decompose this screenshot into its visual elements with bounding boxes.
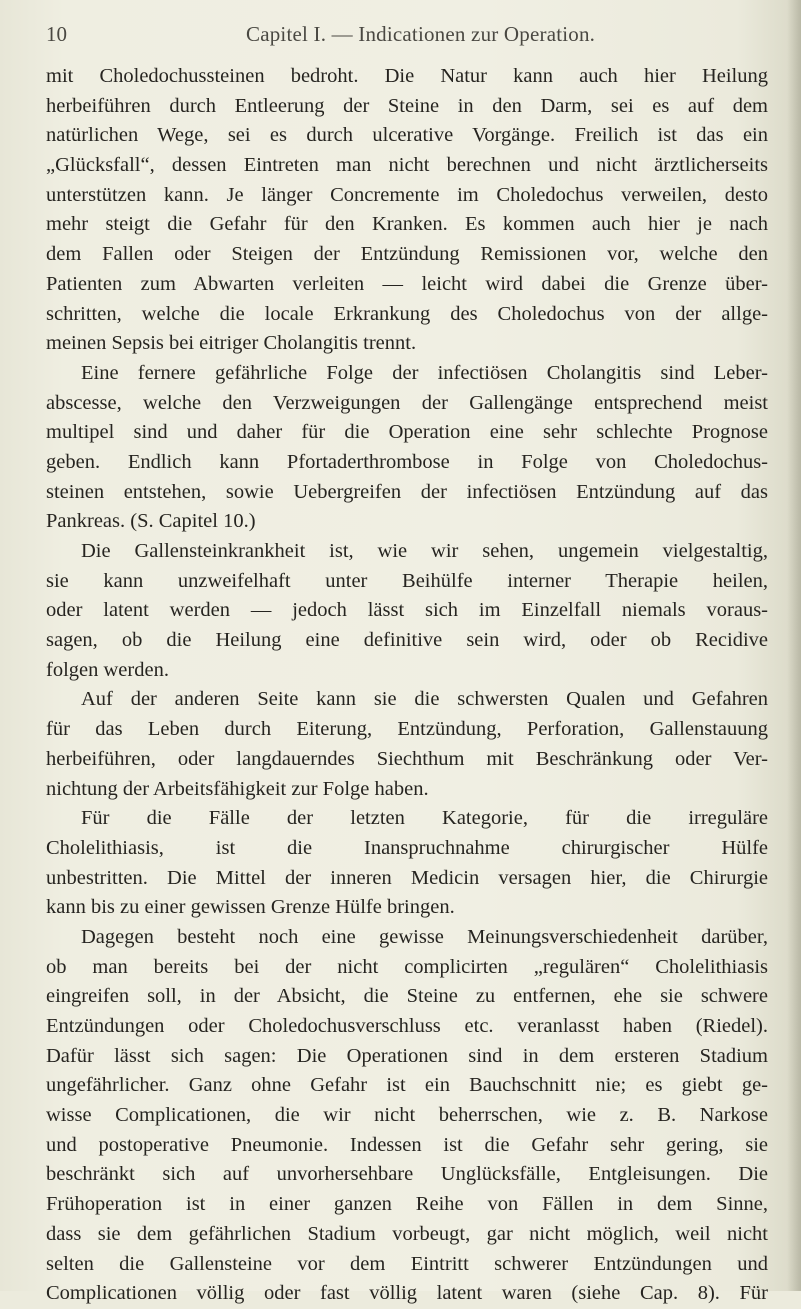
text-line: Die Gallensteinkrankheit ist, wie wir sehen, ungemein vielgestaltig, (81, 540, 768, 562)
text-line: kann bis zu einer gewissen Grenze Hülfe bringen. (46, 896, 455, 919)
text-line: meinen Sepsis bei eitriger Cholangitis trennt. (46, 332, 417, 355)
text-line: beschränkt sich auf unvorhersehbare Unglücksfälle, Entgleisungen. Die (46, 1163, 768, 1186)
text-line: Pankreas. (S. Capitel 10.) (46, 510, 256, 533)
text-line: steinen entstehen, sowie Uebergreifen der infectiösen Entzündung auf das (46, 480, 768, 503)
text-line: nichtung der Arbeitsfähigkeit zur Folge haben. (46, 777, 429, 800)
text-line: mehr steigt die Gefahr für den Kranken. Es kommen auch hier je nach (46, 213, 768, 236)
text-line: oder latent werden — jedoch lässt sich im Einzelfall niemals voraus- (46, 599, 768, 622)
text-line: ungefährlicher. Ganz ohne Gefahr ist ein Bauchschnitt nie; es giebt ge- (46, 1074, 768, 1097)
text-line: Dafür lässt sich sagen: Die Operationen sind in dem ersteren Stadium (46, 1044, 768, 1067)
page-header (46, 22, 780, 52)
text-line: Complicationen völlig oder fast völlig latent waren (siehe Cap. 8). Für (46, 1282, 768, 1305)
text-line: dass sie dem gefährlichen Stadium vorbeugt, gar nicht möglich, weil nicht (46, 1222, 768, 1245)
text-line: schritten, welche die locale Erkrankung des Choledochus von der allge- (46, 302, 768, 325)
text-line: Entzündungen oder Choledochusverschluss etc. veranlasst haben (Riedel). (46, 1015, 768, 1037)
text-line: ob man bereits bei der nicht complicirten „regulären“ Cholelithiasis (46, 955, 768, 978)
text-line: abscesse, welche den Verzweigungen der Gallengänge entsprechend meist (46, 391, 768, 414)
text-line: unterstützen kann. Je länger Concremente im Choledochus verweilen, desto (46, 183, 768, 206)
text-line: Eine fernere gefährliche Folge der infectiösen Cholangitis sind Leber- (81, 361, 768, 384)
page-edge-shadow (787, 0, 801, 1291)
running-head: Capitel I. — Indicationen zur Operation. (246, 22, 596, 46)
text-line: wisse Complicationen, die wir nicht beherrschen, wie z. B. Narkose (46, 1104, 768, 1127)
text-line: Frühoperation ist in einer ganzen Reihe von Fällen in dem Sinne, (46, 1193, 768, 1216)
text-line: mit Choledochussteinen bedroht. Die Natur kann auch hier Heilung (46, 65, 768, 87)
text-line: herbeiführen, oder langdauerndes Siechthum mit Beschränkung oder Ver- (46, 747, 768, 770)
text-line: „Glücksfall“, dessen Eintreten man nicht berechnen und nicht ärztlicherseits (46, 154, 768, 177)
body-text (46, 62, 768, 1309)
text-line: und postoperative Pneumonie. Indessen ist die Gefahr sehr gering, sie (46, 1133, 768, 1156)
text-line: folgen werden. (46, 658, 169, 681)
text-line: herbeiführen durch Entleerung der Steine in den Darm, sei es auf dem (46, 94, 768, 117)
text-line: für das Leben durch Eiterung, Entzündung, Perforation, Gallenstauung (46, 718, 768, 741)
text-line: Auf der anderen Seite kann sie die schwersten Qualen und Gefahren (81, 688, 768, 711)
text-line: natürlichen Wege, sei es durch ulcerative Vorgänge. Freilich ist das ein (46, 124, 768, 147)
text-line: sagen, ob die Heilung eine definitive sein wird, oder ob Recidive (46, 629, 768, 652)
text-line: sie kann unzweifelhaft unter Beihülfe interner Therapie heilen, (46, 569, 768, 592)
text-line: Dagegen besteht noch eine gewisse Meinungsverschiedenheit darüber, (81, 925, 768, 948)
text-line: selten die Gallensteine vor dem Eintritt schwerer Entzündungen und (46, 1252, 768, 1275)
text-line: geben. Endlich kann Pfortaderthrombose in Folge von Choledochus- (46, 450, 768, 473)
text-line: dem Fallen oder Steigen der Entzündung Remissionen vor, welche den (46, 243, 768, 266)
text-line: unbestritten. Die Mittel der inneren Medicin versagen hier, die Chirurgie (46, 866, 768, 889)
text-line: Für die Fälle der letzten Kategorie, für die irreguläre (81, 807, 768, 830)
text-line: multipel sind und daher für die Operation eine sehr schlechte Prognose (46, 421, 768, 444)
text-line: eingreifen soll, in der Absicht, die Steine zu entfernen, ehe sie schwere (46, 985, 768, 1008)
page-number: 10 (46, 22, 67, 46)
text-line: Patienten zum Abwarten verleiten — leicht wird dabei die Grenze über- (46, 272, 768, 295)
text-line: Cholelithiasis, ist die Inanspruchnahme chirurgischer Hülfe (46, 836, 768, 859)
